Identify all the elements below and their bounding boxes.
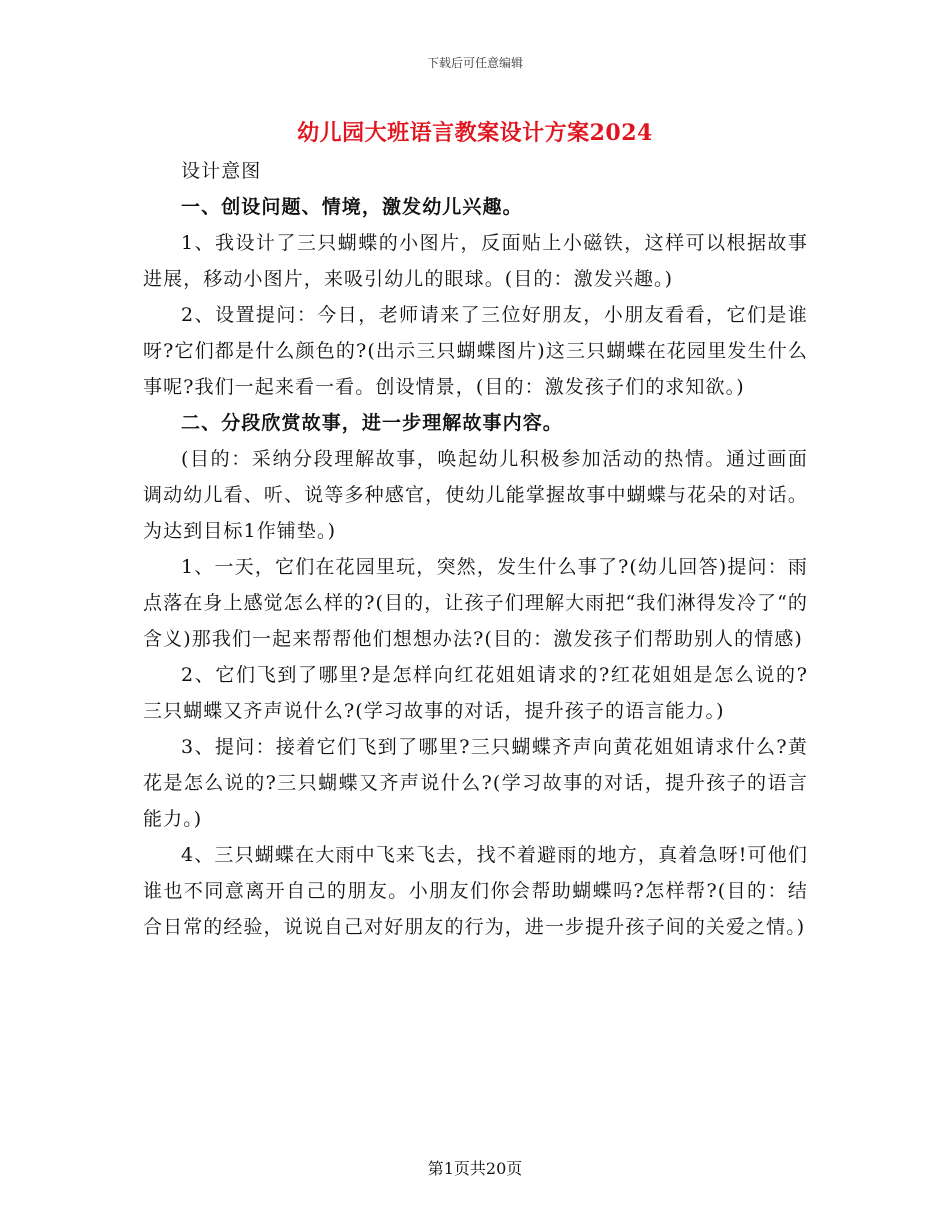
paragraph-item-1-1: 1、我设计了三只蝴蝶的小图片，反面贴上小磁铁，这样可以根据故事进展，移动小图片，来吸引幼儿的眼球。(目的：激发兴趣。) xyxy=(143,232,808,290)
paragraph-item-1-2: 2、设置提问：今日，老师请来了三位好朋友，小朋友看看，它们是谁呀?它们都是什么颜色的?(出示三只蝴蝶图片)这三只蝴蝶在花园里发生什么事呢?我们一起来看一看。创设情景，(目的：激发孩子们的求知欲。) xyxy=(143,304,808,398)
document-title: 幼儿园大班语言教案设计方案2024 xyxy=(297,120,653,146)
section-heading-1: 一、创设问题、情境，激发幼儿兴趣。 xyxy=(181,196,523,218)
paragraph-item-2-1: 1、一天，它们在花园里玩，突然，发生什么事了?(幼儿回答)提问：雨点落在身上感觉怎么样的?(目的，让孩子们理解大雨把“我们淋得发冷了“的含义)那我们一起来帮帮他们想想办法?(目的：激发孩子们帮助别人的情感) xyxy=(143,556,808,650)
header-note: 下载后可任意编辑 xyxy=(426,56,523,70)
paragraph-item-2-4: 4、三只蝴蝶在大雨中飞来飞去，找不着避雨的地方，真着急呀!可他们谁也不同意离开自己的朋友。小朋友们你会帮助蝴蝶吗?怎样帮?(目的：结合日常的经验，说说自己对好朋友的行为，进一步提升孩子间的关爱之情。) xyxy=(143,844,808,938)
document-body xyxy=(143,153,808,945)
paragraph-section-2-purpose: (目的：采纳分段理解故事，唤起幼儿积极参加活动的热情。通过画面调动幼儿看、听、说等多种感官，使幼儿能掌握故事中蝴蝶与花朵的对话。为达到目标1作铺垫。) xyxy=(143,448,808,542)
section-heading-2: 二、分段欣赏故事，进一步理解故事内容。 xyxy=(181,412,563,434)
paragraph-design-intent-heading: 设计意图 xyxy=(181,160,262,182)
page-footer: 第1页共20页 xyxy=(427,1159,523,1178)
paragraph-item-2-3: 3、提问：接着它们飞到了哪里?三只蝴蝶齐声向黄花姐姐请求什么?黄花是怎么说的?三只蝴蝶又齐声说什么?(学习故事的对话，提升孩子的语言能力。) xyxy=(143,736,808,830)
paragraph-item-2-2: 2、它们飞到了哪里?是怎样向红花姐姐请求的?红花姐姐是怎么说的?三只蝴蝶又齐声说什么?(学习故事的对话，提升孩子的语言能力。) xyxy=(143,664,808,722)
